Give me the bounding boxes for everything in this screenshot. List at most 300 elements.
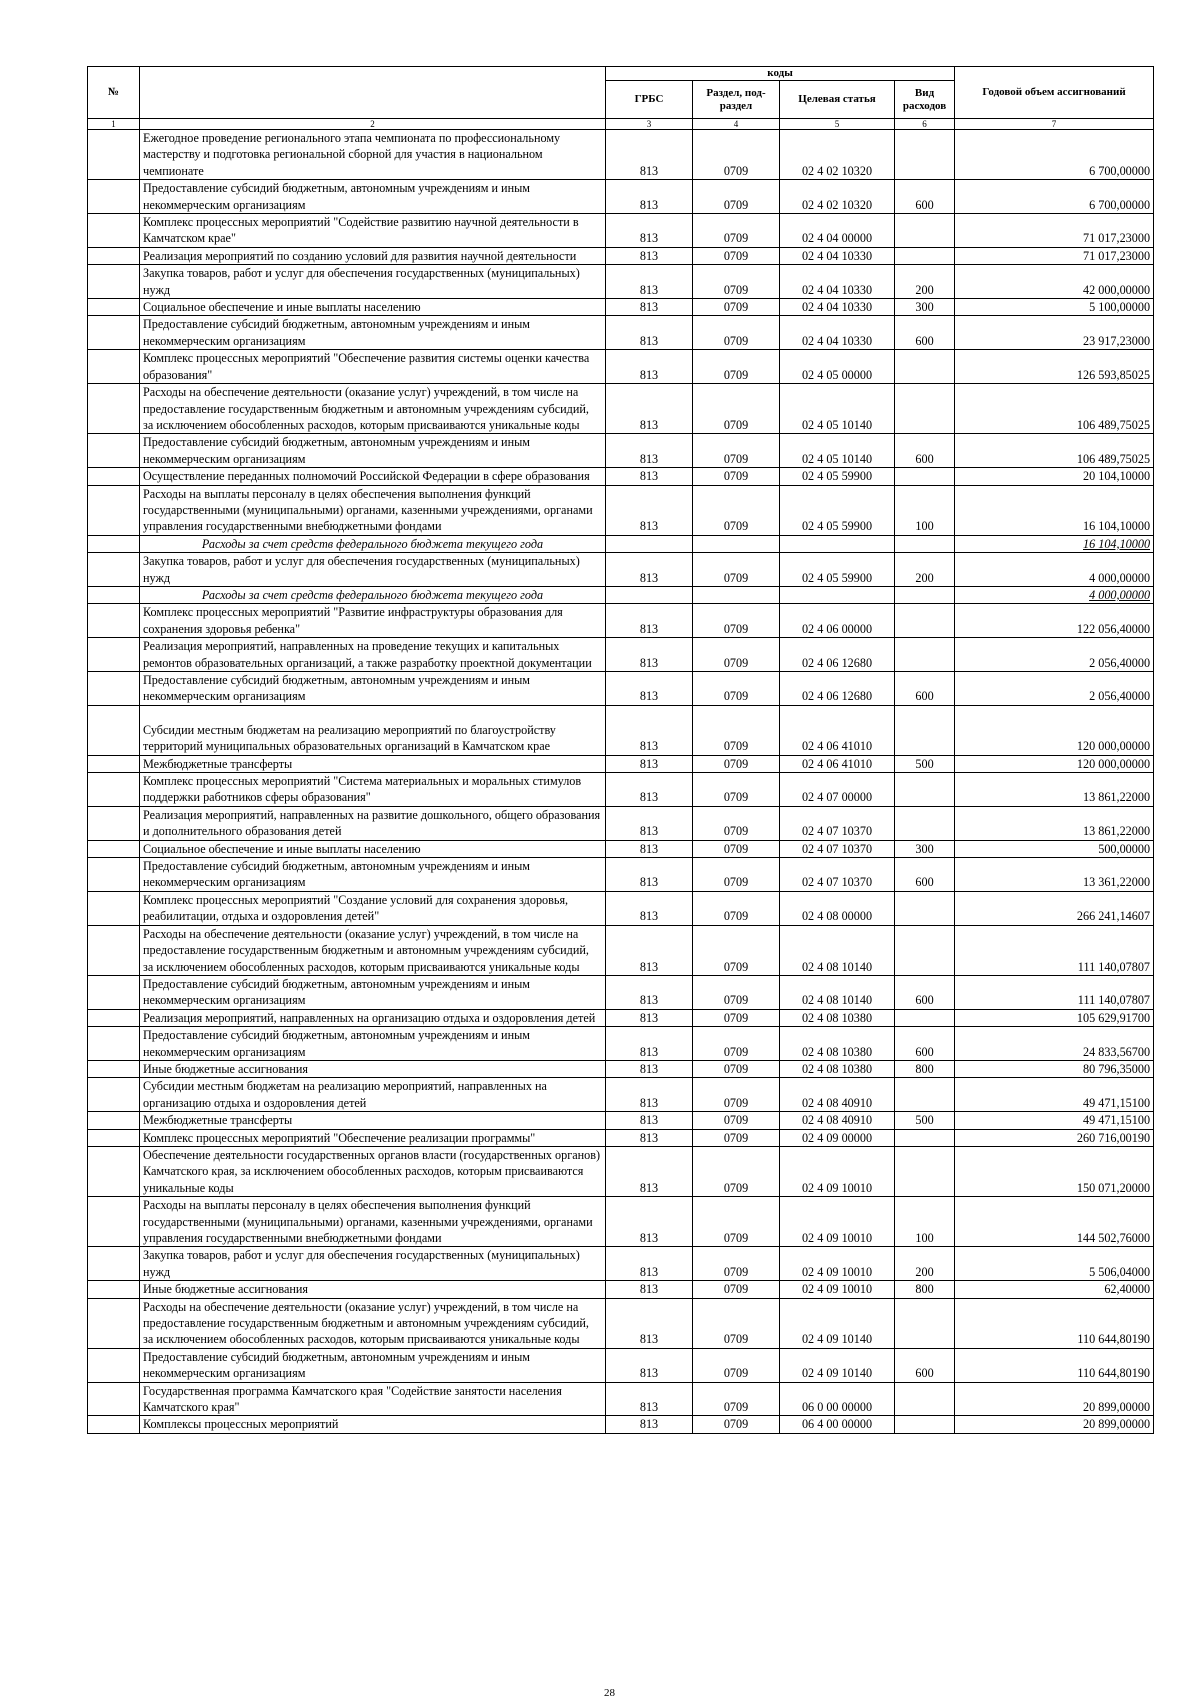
cell-sum: 42 000,00000: [955, 265, 1154, 299]
cell-sum: 2 056,40000: [955, 672, 1154, 706]
federal-note-row: [88, 535, 1154, 552]
cell-name: Обеспечение деятельности государственных органов власти (государственных органов) Камчатского края, за исключением обособленных расходов, которым присваиваются уникальные коды: [140, 1146, 606, 1196]
table-row: [88, 1281, 1154, 1298]
cell-sum: 120 000,00000: [955, 755, 1154, 772]
cell-target: 06 4 00 00000: [780, 1416, 895, 1433]
cell-target: 02 4 06 12680: [780, 638, 895, 672]
cell-no: [88, 485, 140, 535]
cell-name: Комплекс процессных мероприятий "Обеспечение реализации программы": [140, 1129, 606, 1146]
cell-no: [88, 1009, 140, 1026]
cell-sum: 20 899,00000: [955, 1382, 1154, 1416]
cell-grbs: 813: [606, 1298, 693, 1348]
cell-target: 02 4 09 10140: [780, 1298, 895, 1348]
cell-name: Закупка товаров, работ и услуг для обеспечения государственных (муниципальных) нужд: [140, 265, 606, 299]
cell-no: [88, 1078, 140, 1112]
cell-grbs: 813: [606, 1382, 693, 1416]
cell-name: Социальное обеспечение и иные выплаты населению: [140, 840, 606, 857]
cell-grbs: 813: [606, 434, 693, 468]
cell-section: 0709: [693, 1078, 780, 1112]
cell-sum: 106 489,75025: [955, 434, 1154, 468]
cell-sum: 24 833,56700: [955, 1027, 1154, 1061]
cell-section: 0709: [693, 1348, 780, 1382]
table-row: [88, 434, 1154, 468]
cell-sum: 106 489,75025: [955, 384, 1154, 434]
cell-target: 02 4 08 10140: [780, 975, 895, 1009]
cell-target: 02 4 02 10320: [780, 130, 895, 180]
table-row: [88, 975, 1154, 1009]
cell-exp-type: [895, 1298, 955, 1348]
cell-exp-type: 300: [895, 840, 955, 857]
cell-no: [88, 773, 140, 807]
cell-exp-type: [895, 350, 955, 384]
cell-sum: 2 056,40000: [955, 638, 1154, 672]
cell-sum: 266 241,14607: [955, 891, 1154, 925]
table-row: [88, 858, 1154, 892]
cell-name: Государственная программа Камчатского края "Содействие занятости населения Камчатского края": [140, 1382, 606, 1416]
cell-section: 0709: [693, 384, 780, 434]
col-num: 7: [955, 119, 1154, 130]
cell-sum: 144 502,76000: [955, 1197, 1154, 1247]
cell-sum: 13 861,22000: [955, 773, 1154, 807]
cell-target: 02 4 07 10370: [780, 806, 895, 840]
table-row: [88, 1197, 1154, 1247]
cell-grbs: 813: [606, 265, 693, 299]
cell-name: Субсидии местным бюджетам на реализацию мероприятий, направленных на организацию отдыха и оздоровления детей: [140, 1078, 606, 1112]
col-num: 6: [895, 119, 955, 130]
cell-no: [88, 265, 140, 299]
cell-no: [88, 350, 140, 384]
cell-grbs: 813: [606, 1078, 693, 1112]
cell-section: 0709: [693, 299, 780, 316]
cell-name: Субсидии местным бюджетам на реализацию мероприятий по благоустройству территорий муниципальных образовательных организаций в Камчатском крае: [140, 705, 606, 755]
cell-name: Межбюджетные трансферты: [140, 1112, 606, 1129]
cell-section: 0709: [693, 1281, 780, 1298]
table-row: [88, 604, 1154, 638]
table-row: [88, 316, 1154, 350]
table-row: [88, 1146, 1154, 1196]
header-target: Целевая статья: [780, 81, 895, 119]
cell-grbs: 813: [606, 773, 693, 807]
cell-target: 02 4 07 10370: [780, 858, 895, 892]
header-section: Раздел, под-раздел: [693, 81, 780, 119]
cell-sum: 122 056,40000: [955, 604, 1154, 638]
cell-section: 0709: [693, 975, 780, 1009]
table-row: [88, 1009, 1154, 1026]
cell-grbs: 813: [606, 214, 693, 248]
cell-grbs: [606, 586, 693, 603]
cell-name: Предоставление субсидий бюджетным, автономным учреждениям и иным некоммерческим организациям: [140, 1348, 606, 1382]
cell-grbs: 813: [606, 975, 693, 1009]
cell-no: [88, 1129, 140, 1146]
cell-no: [88, 1197, 140, 1247]
cell-no: [88, 1382, 140, 1416]
cell-target: 02 4 07 00000: [780, 773, 895, 807]
cell-section: [693, 535, 780, 552]
cell-no: [88, 1281, 140, 1298]
cell-name: Реализация мероприятий по созданию условий для развития научной деятельности: [140, 247, 606, 264]
cell-grbs: 813: [606, 1129, 693, 1146]
cell-no: [88, 975, 140, 1009]
cell-target: [780, 586, 895, 603]
cell-sum: 71 017,23000: [955, 214, 1154, 248]
cell-grbs: 813: [606, 1197, 693, 1247]
cell-grbs: 813: [606, 1348, 693, 1382]
cell-target: 02 4 06 41010: [780, 705, 895, 755]
table-row: [88, 247, 1154, 264]
cell-target: 02 4 09 10010: [780, 1146, 895, 1196]
cell-section: 0709: [693, 1129, 780, 1146]
header-no: №: [88, 67, 140, 119]
cell-section: 0709: [693, 1060, 780, 1077]
cell-exp-type: [895, 247, 955, 264]
cell-target: 02 4 04 10330: [780, 299, 895, 316]
cell-name: Иные бюджетные ассигнования: [140, 1281, 606, 1298]
table-row: [88, 1298, 1154, 1348]
table-row: [88, 1078, 1154, 1112]
table-row: [88, 350, 1154, 384]
cell-exp-type: [895, 535, 955, 552]
cell-target: 02 4 08 10140: [780, 925, 895, 975]
cell-exp-type: [895, 468, 955, 485]
cell-grbs: 813: [606, 1027, 693, 1061]
cell-section: 0709: [693, 806, 780, 840]
cell-target: 02 4 04 10330: [780, 316, 895, 350]
cell-section: 0709: [693, 485, 780, 535]
cell-section: 0709: [693, 672, 780, 706]
cell-no: [88, 1146, 140, 1196]
cell-no: [88, 1027, 140, 1061]
table-row: [88, 214, 1154, 248]
cell-name: Предоставление субсидий бюджетным, автономным учреждениям и иным некоммерческим организациям: [140, 316, 606, 350]
cell-sum: 260 716,00190: [955, 1129, 1154, 1146]
cell-sum: 110 644,80190: [955, 1348, 1154, 1382]
cell-no: [88, 604, 140, 638]
cell-sum: 110 644,80190: [955, 1298, 1154, 1348]
cell-section: 0709: [693, 755, 780, 772]
cell-target: 02 4 04 00000: [780, 214, 895, 248]
cell-target: 02 4 05 59900: [780, 485, 895, 535]
cell-target: 02 4 06 12680: [780, 672, 895, 706]
header-annual: Годовой объем ассигнований: [955, 67, 1154, 119]
table-row: [88, 1247, 1154, 1281]
cell-section: 0709: [693, 247, 780, 264]
cell-sum: 105 629,91700: [955, 1009, 1154, 1026]
cell-no: [88, 1247, 140, 1281]
cell-no: [88, 1348, 140, 1382]
cell-target: 02 4 07 10370: [780, 840, 895, 857]
col-num: 1: [88, 119, 140, 130]
cell-name: Расходы на выплаты персоналу в целях обеспечения выполнения функций государственными (муниципальными) органами, казенными учреждениями, органами управления государственными внебюджетными фондами: [140, 485, 606, 535]
cell-name: Межбюджетные трансферты: [140, 755, 606, 772]
cell-grbs: 813: [606, 1416, 693, 1433]
cell-name: Осуществление переданных полномочий Российской Федерации в сфере образования: [140, 468, 606, 485]
table-row: [88, 265, 1154, 299]
cell-no: [88, 1416, 140, 1433]
cell-exp-type: 600: [895, 858, 955, 892]
cell-exp-type: 800: [895, 1060, 955, 1077]
cell-section: 0709: [693, 925, 780, 975]
cell-grbs: 813: [606, 604, 693, 638]
page-number: 28: [604, 1687, 615, 1699]
cell-no: [88, 755, 140, 772]
table-row: [88, 705, 1154, 755]
cell-name: Расходы за счет средств федерального бюджета текущего года: [140, 535, 606, 552]
cell-no: [88, 180, 140, 214]
cell-name: Комплекс процессных мероприятий "Содействие развитию научной деятельности в Камчатском крае": [140, 214, 606, 248]
cell-grbs: 813: [606, 1009, 693, 1026]
cell-target: 02 4 09 00000: [780, 1129, 895, 1146]
cell-target: 02 4 05 10140: [780, 384, 895, 434]
cell-no: [88, 247, 140, 264]
cell-no: [88, 130, 140, 180]
cell-grbs: 813: [606, 806, 693, 840]
cell-section: 0709: [693, 316, 780, 350]
cell-target: 02 4 08 00000: [780, 891, 895, 925]
cell-exp-type: 100: [895, 485, 955, 535]
cell-no: [88, 535, 140, 552]
cell-exp-type: [895, 214, 955, 248]
cell-target: 02 4 09 10010: [780, 1281, 895, 1298]
cell-name: Предоставление субсидий бюджетным, автономным учреждениям и иным некоммерческим организациям: [140, 1027, 606, 1061]
cell-target: 02 4 06 00000: [780, 604, 895, 638]
cell-sum: 23 917,23000: [955, 316, 1154, 350]
cell-section: 0709: [693, 891, 780, 925]
cell-target: 02 4 06 41010: [780, 755, 895, 772]
table-row: [88, 638, 1154, 672]
cell-target: 02 4 05 00000: [780, 350, 895, 384]
cell-name: Расходы на выплаты персоналу в целях обеспечения выполнения функций государственными (муниципальными) органами, казенными учреждениями, органами управления государственными внебюджетными фондами: [140, 1197, 606, 1247]
cell-grbs: 813: [606, 1247, 693, 1281]
cell-section: 0709: [693, 1298, 780, 1348]
table-row: [88, 891, 1154, 925]
cell-name: Иные бюджетные ассигнования: [140, 1060, 606, 1077]
cell-exp-type: [895, 1129, 955, 1146]
cell-exp-type: 200: [895, 1247, 955, 1281]
cell-section: 0709: [693, 1416, 780, 1433]
cell-no: [88, 434, 140, 468]
cell-section: 0709: [693, 638, 780, 672]
cell-sum: 13 361,22000: [955, 858, 1154, 892]
cell-grbs: 813: [606, 638, 693, 672]
cell-exp-type: [895, 586, 955, 603]
col-num: 2: [140, 119, 606, 130]
cell-exp-type: 600: [895, 316, 955, 350]
cell-name: Расходы на обеспечение деятельности (оказание услуг) учреждений, в том числе на предоставление государственным бюджетным и автономным учреждениям субсидий, за исключением обособленных расходов, которым присваиваются уникальные коды: [140, 925, 606, 975]
cell-exp-type: 300: [895, 299, 955, 316]
table-row: [88, 773, 1154, 807]
cell-no: [88, 891, 140, 925]
cell-name: Расходы на обеспечение деятельности (оказание услуг) учреждений, в том числе на предоставление государственным бюджетным и автономным учреждениям субсидий, за исключением обособленных расходов, которым присваиваются уникальные коды: [140, 1298, 606, 1348]
cell-grbs: 813: [606, 299, 693, 316]
cell-exp-type: [895, 891, 955, 925]
header-name: [140, 67, 606, 119]
cell-section: [693, 586, 780, 603]
cell-sum: 5 100,00000: [955, 299, 1154, 316]
cell-exp-type: 800: [895, 1281, 955, 1298]
cell-sum: 13 861,22000: [955, 806, 1154, 840]
cell-grbs: 813: [606, 485, 693, 535]
table-row: [88, 1382, 1154, 1416]
cell-target: 02 4 05 10140: [780, 434, 895, 468]
cell-sum: 71 017,23000: [955, 247, 1154, 264]
cell-no: [88, 925, 140, 975]
cell-exp-type: [895, 1078, 955, 1112]
col-num: 4: [693, 119, 780, 130]
cell-sum: 4 000,00000: [955, 586, 1154, 603]
cell-exp-type: [895, 1416, 955, 1433]
cell-exp-type: 200: [895, 265, 955, 299]
cell-grbs: 813: [606, 1060, 693, 1077]
cell-grbs: 813: [606, 553, 693, 587]
cell-sum: 4 000,00000: [955, 553, 1154, 587]
cell-grbs: 813: [606, 1146, 693, 1196]
cell-section: 0709: [693, 130, 780, 180]
cell-no: [88, 858, 140, 892]
col-num: 5: [780, 119, 895, 130]
table-row: [88, 299, 1154, 316]
cell-exp-type: [895, 1382, 955, 1416]
cell-name: Расходы за счет средств федерального бюджета текущего года: [140, 586, 606, 603]
cell-exp-type: 200: [895, 553, 955, 587]
cell-no: [88, 468, 140, 485]
cell-exp-type: 100: [895, 1197, 955, 1247]
cell-name: Комплекс процессных мероприятий "Обеспечение развития системы оценки качества образования": [140, 350, 606, 384]
cell-no: [88, 638, 140, 672]
cell-section: 0709: [693, 1112, 780, 1129]
cell-grbs: 813: [606, 247, 693, 264]
cell-name: Закупка товаров, работ и услуг для обеспечения государственных (муниципальных) нужд: [140, 1247, 606, 1281]
cell-no: [88, 384, 140, 434]
table-row: [88, 925, 1154, 975]
col-num: 3: [606, 119, 693, 130]
table-row: [88, 553, 1154, 587]
cell-exp-type: [895, 806, 955, 840]
cell-grbs: 813: [606, 891, 693, 925]
table-row: [88, 1027, 1154, 1061]
cell-exp-type: [895, 638, 955, 672]
cell-name: Предоставление субсидий бюджетным, автономным учреждениям и иным некоммерческим организациям: [140, 180, 606, 214]
header-exp-type: Вид расходов: [895, 81, 955, 119]
cell-name: Расходы на обеспечение деятельности (оказание услуг) учреждений, в том числе на предоставление государственным бюджетным и автономным учреждениям субсидий, за исключением обособленных расходов, которым присваиваются уникальные коды: [140, 384, 606, 434]
cell-sum: 49 471,15100: [955, 1078, 1154, 1112]
cell-section: 0709: [693, 1146, 780, 1196]
cell-name: Реализация мероприятий, направленных на организацию отдыха и оздоровления детей: [140, 1009, 606, 1026]
cell-exp-type: [895, 773, 955, 807]
cell-name: Предоставление субсидий бюджетным, автономным учреждениям и иным некоммерческим организациям: [140, 975, 606, 1009]
table-row: [88, 672, 1154, 706]
cell-target: [780, 535, 895, 552]
cell-sum: 500,00000: [955, 840, 1154, 857]
cell-sum: 120 000,00000: [955, 705, 1154, 755]
cell-section: 0709: [693, 434, 780, 468]
cell-section: 0709: [693, 858, 780, 892]
cell-sum: 16 104,10000: [955, 535, 1154, 552]
cell-target: 02 4 08 10380: [780, 1060, 895, 1077]
cell-target: 02 4 08 10380: [780, 1009, 895, 1026]
column-numbers-row: [88, 119, 1154, 130]
cell-target: 02 4 09 10010: [780, 1197, 895, 1247]
cell-no: [88, 299, 140, 316]
cell-no: [88, 705, 140, 755]
cell-sum: 6 700,00000: [955, 180, 1154, 214]
cell-sum: 80 796,35000: [955, 1060, 1154, 1077]
cell-exp-type: 500: [895, 755, 955, 772]
table-row: [88, 384, 1154, 434]
cell-name: Предоставление субсидий бюджетным, автономным учреждениям и иным некоммерческим организациям: [140, 672, 606, 706]
cell-no: [88, 316, 140, 350]
cell-target: 02 4 09 10010: [780, 1247, 895, 1281]
table-row: [88, 1348, 1154, 1382]
cell-grbs: 813: [606, 840, 693, 857]
cell-sum: 126 593,85025: [955, 350, 1154, 384]
cell-grbs: 813: [606, 858, 693, 892]
cell-exp-type: [895, 130, 955, 180]
cell-exp-type: 600: [895, 672, 955, 706]
cell-grbs: 813: [606, 925, 693, 975]
table-row: [88, 1060, 1154, 1077]
cell-name: Предоставление субсидий бюджетным, автономным учреждениям и иным некоммерческим организациям: [140, 858, 606, 892]
cell-sum: 49 471,15100: [955, 1112, 1154, 1129]
cell-sum: 62,40000: [955, 1281, 1154, 1298]
cell-name: Реализация мероприятий, направленных на развитие дошкольного, общего образования и дополнительного образования детей: [140, 806, 606, 840]
table-row: [88, 806, 1154, 840]
cell-target: 02 4 04 10330: [780, 265, 895, 299]
cell-grbs: 813: [606, 1281, 693, 1298]
cell-grbs: 813: [606, 468, 693, 485]
cell-grbs: 813: [606, 180, 693, 214]
cell-section: 0709: [693, 1197, 780, 1247]
cell-name: Комплексы процессных мероприятий: [140, 1416, 606, 1433]
cell-target: 02 4 08 40910: [780, 1078, 895, 1112]
cell-name: Комплекс процессных мероприятий "Система материальных и моральных стимулов поддержки работников сферы образования": [140, 773, 606, 807]
cell-section: 0709: [693, 214, 780, 248]
cell-name: Социальное обеспечение и иные выплаты населению: [140, 299, 606, 316]
cell-exp-type: [895, 1146, 955, 1196]
cell-sum: 5 506,04000: [955, 1247, 1154, 1281]
cell-grbs: 813: [606, 350, 693, 384]
cell-exp-type: [895, 705, 955, 755]
cell-section: 0709: [693, 705, 780, 755]
table-body: [88, 130, 1154, 1434]
cell-section: 0709: [693, 1009, 780, 1026]
cell-no: [88, 214, 140, 248]
cell-no: [88, 806, 140, 840]
cell-exp-type: [895, 1009, 955, 1026]
cell-grbs: [606, 535, 693, 552]
cell-section: 0709: [693, 350, 780, 384]
cell-section: 0709: [693, 604, 780, 638]
cell-grbs: 813: [606, 1112, 693, 1129]
table-row: [88, 755, 1154, 772]
cell-section: 0709: [693, 1027, 780, 1061]
cell-no: [88, 1298, 140, 1348]
cell-section: 0709: [693, 1382, 780, 1416]
cell-target: 02 4 04 10330: [780, 247, 895, 264]
cell-section: 0709: [693, 773, 780, 807]
cell-section: 0709: [693, 468, 780, 485]
cell-section: 0709: [693, 840, 780, 857]
cell-target: 02 4 02 10320: [780, 180, 895, 214]
cell-exp-type: 600: [895, 180, 955, 214]
table-header: [88, 67, 1154, 130]
cell-grbs: 813: [606, 316, 693, 350]
cell-target: 02 4 09 10140: [780, 1348, 895, 1382]
cell-section: 0709: [693, 180, 780, 214]
cell-sum: 111 140,07807: [955, 925, 1154, 975]
cell-grbs: 813: [606, 130, 693, 180]
cell-grbs: 813: [606, 705, 693, 755]
cell-name: Ежегодное проведение регионального этапа чемпионата по профессиональному мастерству и подготовка региональной сборной для участия в национальном чемпионате: [140, 130, 606, 180]
